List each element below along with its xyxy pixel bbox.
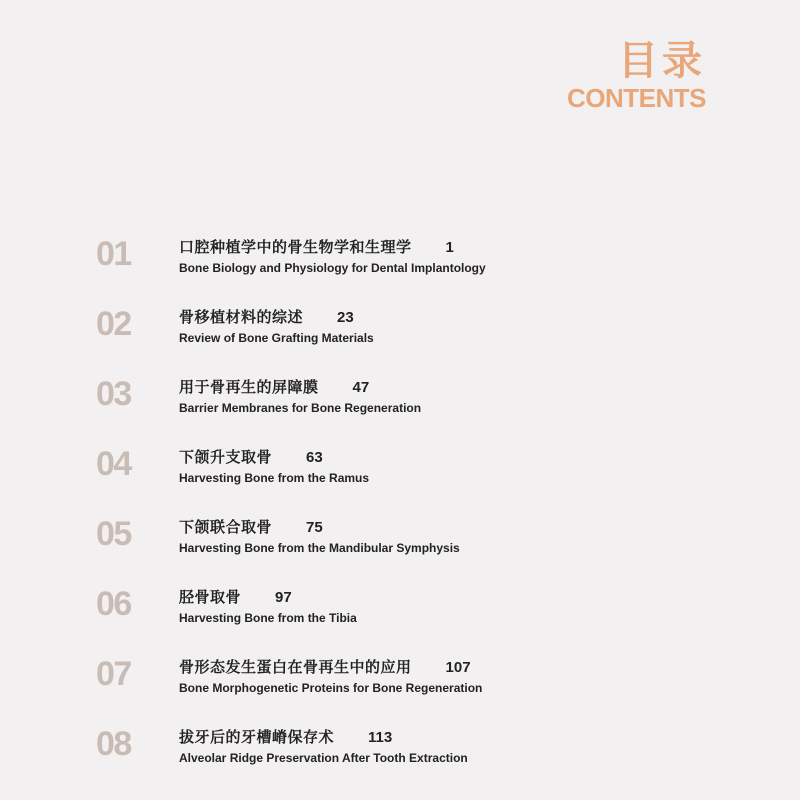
chapter-title-cn: 口腔种植学中的骨生物学和生理学 [179, 238, 412, 256]
page-title-en: CONTENTS [567, 83, 706, 113]
chapter-number: 02 [96, 305, 131, 343]
chapter-number: 04 [96, 445, 131, 483]
toc-entry-02[interactable] [0, 306, 800, 366]
chapter-number: 05 [96, 515, 131, 553]
toc-entry-07[interactable] [0, 656, 800, 716]
chapter-title-en: Harvesting Bone from the Ramus [179, 471, 370, 485]
chapter-title-cn: 骨形态发生蛋白在骨再生中的应用 [179, 658, 412, 676]
chapter-title-cn: 胫骨取骨 [179, 588, 242, 606]
chapter-page-number: 1 [445, 239, 454, 256]
chapter-title-en: Bone Morphogenetic Proteins for Bone Regeneration [179, 681, 483, 695]
toc-entry-03[interactable] [0, 376, 800, 436]
chapter-title-cn: 骨移植材料的综述 [179, 308, 304, 326]
chapter-page-number: 23 [337, 309, 354, 326]
chapter-page-number: 107 [445, 659, 471, 676]
chapter-title-en: Harvesting Bone from the Tibia [179, 611, 357, 625]
chapter-number: 01 [96, 235, 131, 273]
toc-entry-08[interactable] [0, 726, 800, 786]
chapter-page-number: 97 [275, 589, 292, 606]
chapter-number: 07 [96, 655, 131, 693]
chapter-title-cn: 下颌联合取骨 [179, 518, 273, 536]
chapter-number: 06 [96, 585, 131, 623]
chapter-page-number: 75 [306, 519, 323, 536]
toc-entry-04[interactable] [0, 446, 800, 506]
toc-entry-01[interactable] [0, 236, 800, 296]
chapter-page-number: 63 [306, 449, 323, 466]
chapter-title-en: Harvesting Bone from the Mandibular Symphysis [179, 541, 460, 555]
chapter-number: 08 [96, 725, 131, 763]
chapter-title-cn: 用于骨再生的屏障膜 [179, 378, 319, 396]
chapter-title-cn: 下颌升支取骨 [179, 448, 273, 466]
chapter-page-number: 47 [352, 379, 370, 396]
page-title-cn: 目录 [618, 38, 706, 84]
chapter-title-en: Barrier Membranes for Bone Regeneration [179, 401, 422, 415]
chapter-page-number: 113 [368, 729, 393, 746]
chapter-title-en: Bone Biology and Physiology for Dental Implantology [179, 261, 486, 275]
toc-entry-05[interactable] [0, 516, 800, 576]
chapter-number: 03 [96, 375, 131, 413]
chapter-title-en: Review of Bone Grafting Materials [179, 331, 374, 345]
chapter-title-en: Alveolar Ridge Preservation After Tooth Extraction [179, 751, 468, 765]
toc-entry-06[interactable] [0, 586, 800, 646]
chapter-title-cn: 拔牙后的牙槽嵴保存术 [179, 728, 335, 746]
